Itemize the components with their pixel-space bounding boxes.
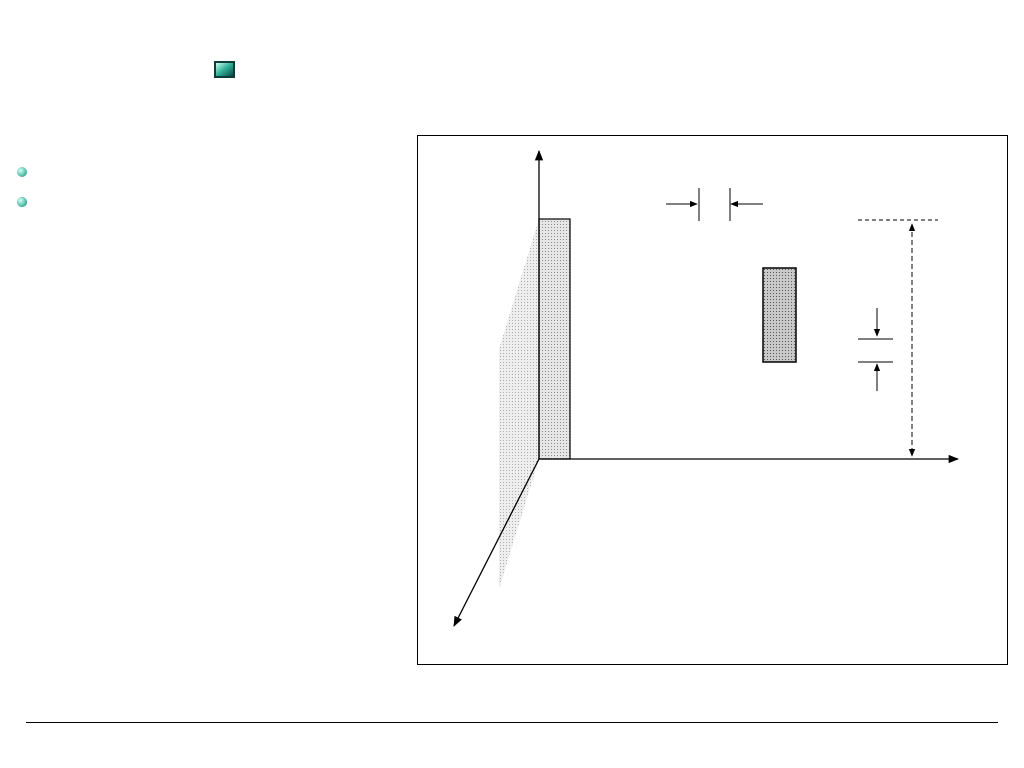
code-strip-front: [539, 219, 570, 459]
teal-ball-bullet-icon: [17, 167, 27, 177]
footer-divider: [26, 722, 998, 723]
wideband-carrier-block: [763, 268, 796, 362]
teal-square-bullet-icon: [214, 61, 235, 78]
bullet-list: [14, 158, 419, 188]
multiple-access-diagram: [417, 135, 1008, 665]
code-strip-side: [499, 219, 539, 589]
teal-ball-bullet-icon: [17, 197, 27, 207]
multiple-access-diagram-svg: [418, 136, 1007, 664]
code-axis: [454, 459, 539, 626]
